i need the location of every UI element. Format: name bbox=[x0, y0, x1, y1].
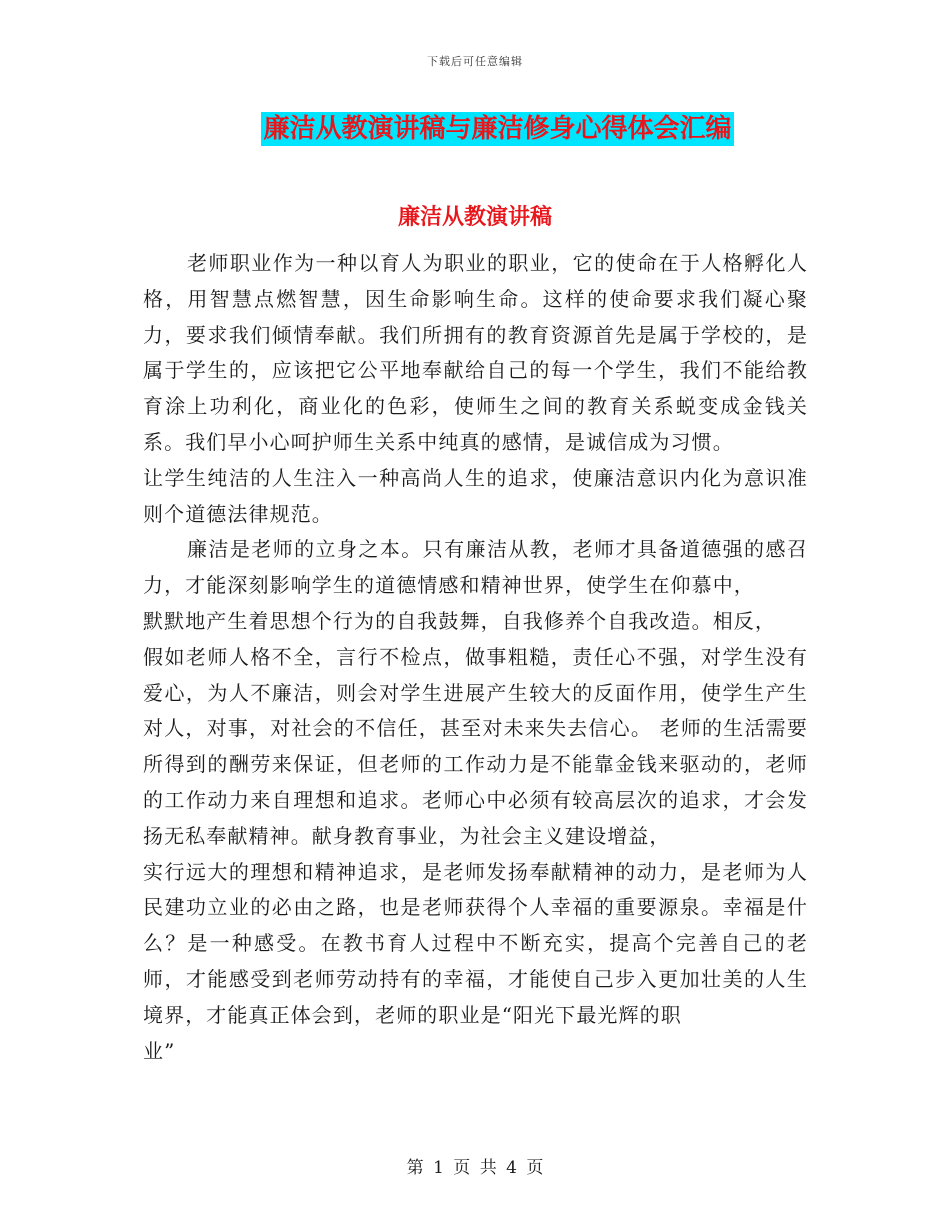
body-paragraph-2: 廉洁是老师的立身之本。只有廉洁从教，老师才具备道德强的感召力，才能深刻影响学生的道德情感和精神世界，使学生在仰慕中， 默默地产生着思想个行为的自我鼓舞，自我修养个自我改造。相反， 假如老师人格不全，言行不检点，做事粗糙，责任心不强，对学生没有爱心，为人不廉洁，则会对学生进展产生较大的反面作用，使学生产生对人，对事，对社会的不信任，甚至对未来失去信心。 老师的生活需要所得到的酬劳来保证，但老师的工作动力是不能靠金钱来驱动的，老师的工作动力来自理想和追求。老师心中必须有较高层次的追求，才会发扬无私奉献精神。献身教育事业，为社会主义建设增益， 实行远大的理想和精神追求，是老师发扬奉献精神的动力，是老师为人民建功立业的必由之路，也是老师获得个人幸福的重要源泉。幸福是什么？是一种感受。在教书育人过程中不断充实，提高个完善自己的老师，才能感受到老师劳动持有的幸福，才能使自己步入更加壮美的人生境界，才能真正体会到，老师的职业是“阳光下最光辉的职 业” bbox=[143, 537, 808, 1063]
body-paragraph-1: 老师职业作为一种以育人为职业的职业，它的使命在于人格孵化人格，用智慧点燃智慧，因生命影响生命。这样的使命要求我们凝心聚力，要求我们倾情奉献。我们所拥有的教育资源首先是属于学校的，是属于学生的，应该把它公平地奉献给自己的每一个学生，我们不能给教育涂上功利化，商业化的色彩，使师生之间的教育关系蜕变成金钱关系。我们早小心呵护师生关系中纯真的感情，是诚信成为习惯。 让学生纯洁的人生注入一种高尚人生的追求，使廉洁意识内化为意识准则个道德法律规范。 bbox=[143, 251, 808, 526]
header-note: 下载后可任意编辑 bbox=[427, 55, 523, 68]
document-body bbox=[143, 246, 808, 1069]
document-title-wrapper bbox=[0, 112, 950, 146]
document-title: 廉洁从教演讲稿与廉洁修身心得体会汇编 bbox=[263, 114, 732, 144]
page-footer: 第 1 页 共 4 页 bbox=[406, 1158, 544, 1178]
section-title: 廉洁从教演讲稿 bbox=[397, 204, 552, 230]
